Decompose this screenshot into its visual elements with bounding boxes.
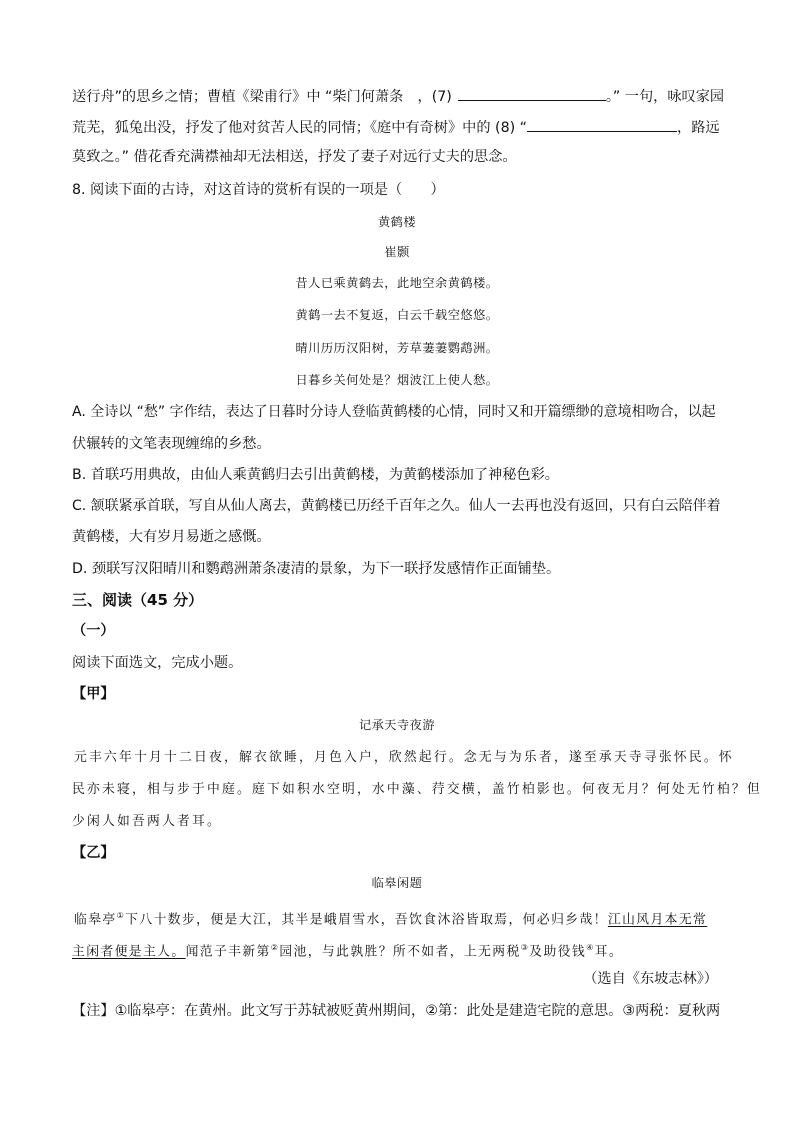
intro-line-3: 莫致之。” 借花香充满襟袖却无法相送，抒发了妻子对远行丈夫的思念。 <box>72 149 517 165</box>
footnote-text: 【注】①临皋亭：在黄州。此文写于苏轼被贬黄州期间，②第：此处是建造宅院的意思。③两税：夏秋两 <box>72 1003 721 1019</box>
answer-blank-7 <box>458 86 606 101</box>
passage-jia-line: 少闲人如吾两人者耳。 <box>72 814 222 829</box>
subsection-heading: （一） <box>72 623 115 639</box>
underlined-sentence: 江山风月本无常 <box>607 912 708 928</box>
intro-line-1 <box>72 86 724 107</box>
passage-jia-title: 记承天寺夜游 <box>358 718 436 732</box>
intro-text: 荒芜，狐兔出没，抒发了他对贫苦人民的同情；《庭中有奇树》中的 (8) “ <box>72 120 527 136</box>
intro-text: ，路远 <box>677 120 720 136</box>
question-8-stem: 8. 阅读下面的古诗，对这首诗的赏析有误的一项是（ ） <box>72 182 445 198</box>
intro-text: 。” 一句，咏叹家园 <box>605 89 725 105</box>
footnote-marker: ① <box>116 911 126 920</box>
reading-instruction: 阅读下面选文，完成小题。 <box>72 655 243 671</box>
poem-author: 崔颢 <box>384 245 410 259</box>
passage-yi-title: 临皋闲题 <box>371 876 423 890</box>
option-c: C. 颔联紧承首联，写自从仙人离去，黄鹤楼已历经千百年之久。仙人一去再也没有返回，只有白云陪伴着 <box>72 498 721 514</box>
poem-line: 昔人已乘黄鹤去，此地空余黄鹤楼。 <box>295 276 499 290</box>
footnote-marker: ② <box>270 943 280 952</box>
poem-title: 黄鹤楼 <box>377 215 417 229</box>
option-a-cont: 伏辗转的文笔表现缠绵的乡愁。 <box>72 436 271 452</box>
poem-line: 日暮乡关何处是？烟波江上使人愁。 <box>295 373 499 387</box>
option-a: A. 全诗以 “愁” 字作结，表达了日暮时分诗人登临黄鹤楼的心情，同时又和开篇缥缈的意境相吻合，以起 <box>72 404 716 420</box>
underlined-sentence: 主闲者便是主人。 <box>72 944 186 960</box>
option-c-cont: 黄鹤楼，大有岁月易逝之感慨。 <box>72 529 271 545</box>
passage-text: 及助役钱 <box>529 944 587 960</box>
passage-text: 园池，与此孰胜？所不如者，上无两税 <box>279 944 521 960</box>
intro-line-2 <box>72 117 720 138</box>
passage-yi-label: 【乙】 <box>72 845 115 861</box>
option-b: B. 首联巧用典故，由仙人乘黄鹤归去引出黄鹤楼，为黄鹤楼添加了神秘色彩。 <box>72 467 559 483</box>
passage-jia-line: 元丰六年十月十二日夜，解衣欲睡，月色入户，欣然起行。念无与为乐者，遂至承天寺寻张怀民。怀 <box>74 750 734 765</box>
passage-text: 闻范子丰新第 <box>185 944 271 960</box>
option-d: D. 颈联写汉阳晴川和鹦鹉洲萧条凄清的景象，为下一联抒发感情作正面铺垫。 <box>72 561 561 577</box>
poem-line: 黄鹤一去不复返，白云千载空悠悠。 <box>295 308 499 322</box>
footnote-marker: ③ <box>520 943 530 952</box>
passage-jia-label: 【甲】 <box>72 686 115 702</box>
passage-yi-line-2 <box>72 938 623 962</box>
passage-jia-line: 民亦未寝，相与步于中庭。庭下如积水空明，水中藻、荇交横，盖竹柏影也。何夜无月？何处无竹柏？但 <box>72 782 762 797</box>
passage-yi-line-1 <box>74 906 707 930</box>
answer-blank-8 <box>527 117 677 132</box>
footnote-marker: ④ <box>586 943 595 952</box>
intro-text: 送行舟”的思乡之情；曹植《梁甫行》中 “柴门何萧条 ，(7) <box>72 89 452 105</box>
passage-text: 耳。 <box>594 944 624 960</box>
section-heading: 三、阅读（45 分） <box>72 591 204 609</box>
passage-text: 临皋亭 <box>74 912 117 928</box>
poem-line: 晴川历历汉阳树，芳草萋萋鹦鹉洲。 <box>295 341 499 355</box>
passage-text: 下八十数步，便是大江，其半是峨眉雪水，吾饮食沐浴皆取焉，何必归乡哉！ <box>125 912 608 928</box>
passage-source: （选自《东坡志林》） <box>583 971 718 987</box>
